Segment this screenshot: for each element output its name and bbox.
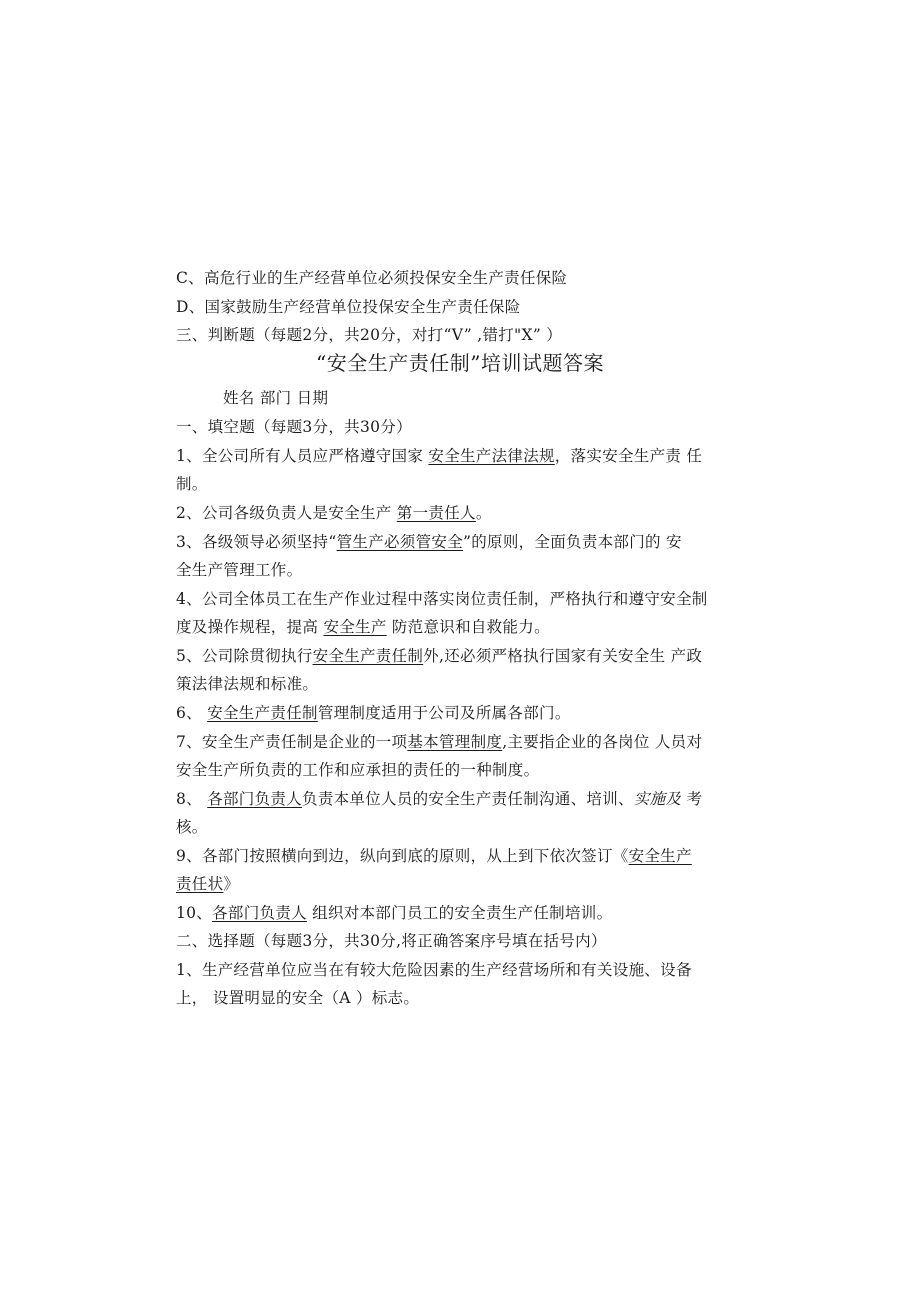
question-8-line-1: 8、 各部门负责人负责本单位人员的安全生产责任制沟通、培训、实施及 考 bbox=[176, 790, 703, 808]
choice-header: 二、选择题（每题3分，共30分,将正确答案序号填在括号内） bbox=[176, 932, 607, 950]
question-4-line-1: 4、公司全体员工在生产作业过程中落实岗位责任制，严格执行和遵守安全制 bbox=[176, 590, 708, 608]
question-3-line-1: 3、各级领导必须坚持“管生产必须管安全”的原则，全面负责本部门的 安 bbox=[176, 533, 682, 551]
question-9-line-1: 9、各部门按照横向到边，纵向到底的原则，从上到下依次签订《安全生产 bbox=[176, 847, 692, 865]
judgment-header: 三、判断题（每题2分，共20分，对打“V” ,错打"X” ） bbox=[176, 326, 563, 344]
question-8-line-2: 核。 bbox=[176, 818, 208, 836]
question-3-line-2: 全生产管理工作。 bbox=[176, 561, 303, 579]
question-9-line-2: 责任状》 bbox=[176, 875, 240, 893]
option-d: D、国家鼓励生产经营单位投保安全生产责任保险 bbox=[176, 298, 521, 316]
question-7-line-2: 安全生产所负责的工作和应承担的责任的一种制度。 bbox=[176, 761, 540, 779]
fill-blank-header: 一、填空题（每题3分，共30分） bbox=[176, 418, 412, 436]
choice-1-line-2: 上， 设置明显的安全（A ）标志。 bbox=[176, 989, 420, 1007]
question-7-line-1: 7、安全生产责任制是企业的一项基本管理制度,主要指企业的各岗位 人员对 bbox=[176, 733, 703, 751]
question-5-line-2: 策法律法规和标准。 bbox=[176, 675, 319, 693]
answer-3: 管生产必须管安全 bbox=[336, 533, 463, 551]
answer-4: 安全生产 bbox=[323, 618, 387, 636]
option-c: C、高危行业的生产经营单位必须投保安全生产责任保险 bbox=[176, 269, 568, 287]
answer-8: 各部门负责人 bbox=[207, 790, 303, 808]
answer-10: 各部门负责人 bbox=[212, 904, 307, 922]
answer-5: 安全生产责任制 bbox=[312, 647, 424, 665]
name-dept-date-line: 姓名 部门 日期 bbox=[223, 389, 329, 407]
question-5-line-1: 5、公司除贯彻执行安全生产责任制外,还必须严格执行国家有关安全生 产政 bbox=[176, 647, 703, 665]
choice-1-line-1: 1、生产经营单位应当在有较大危险因素的生产经营场所和有关设施、设备 bbox=[176, 961, 692, 979]
question-4-line-2: 度及操作规程，提高 安全生产 防范意识和自救能力。 bbox=[176, 618, 550, 636]
answer-2: 第一责任人 bbox=[396, 504, 476, 522]
question-1-line-2: 制。 bbox=[176, 475, 208, 493]
question-2: 2、公司各级负责人是安全生产 第一责任人。 bbox=[176, 504, 492, 522]
answer-1: 安全生产法律法规 bbox=[428, 447, 555, 465]
question-1-line-1: 1、全公司所有人员应严格遵守国家 安全生产法律法规，落实安全生产责 任 bbox=[176, 447, 703, 465]
question-10: 10、各部门负责人 组织对本部门员工的安全责生产任制培训。 bbox=[176, 904, 613, 922]
question-6: 6、 安全生产责任制管理制度适用于公司及所属各部门。 bbox=[176, 704, 571, 722]
answer-9-part-1: 安全生产 bbox=[628, 847, 692, 865]
answer-9-part-2: 责任状 bbox=[176, 875, 224, 893]
answer-7: 基本管理制度 bbox=[407, 733, 503, 751]
document-title: “安全生产责任制”培训试题答案 bbox=[316, 351, 604, 375]
answer-6: 安全生产责任制 bbox=[207, 704, 318, 722]
